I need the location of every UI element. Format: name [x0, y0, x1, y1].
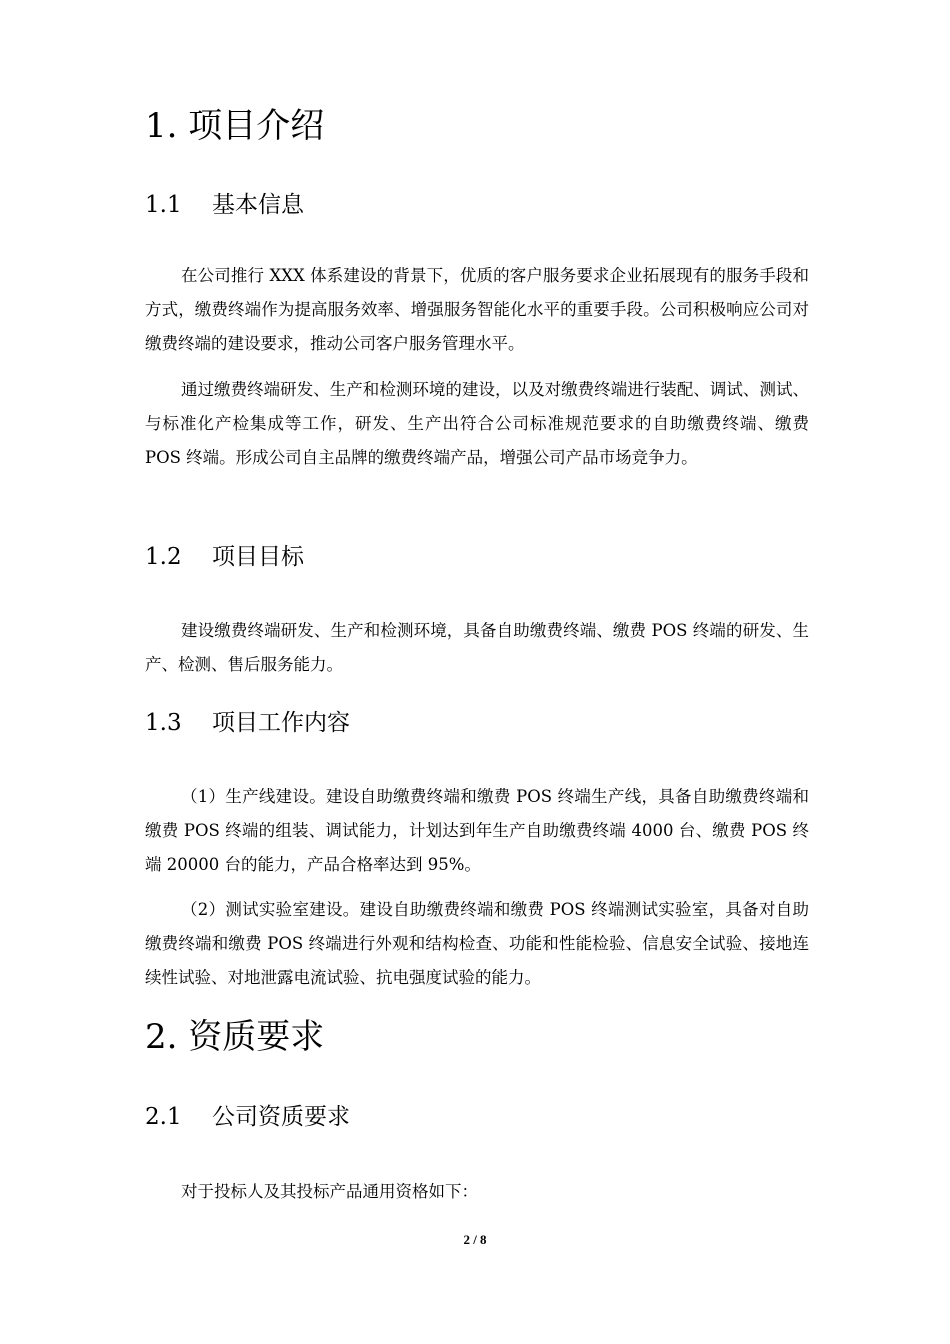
subsection-number: 1.2 — [145, 544, 182, 570]
section-heading: 2. 资质要求 — [145, 1017, 325, 1057]
subsection-title: 项目工作内容 — [212, 710, 350, 736]
paragraph: 对于投标人及其投标产品通用资格如下： — [181, 1182, 478, 1201]
subsection-title: 基本信息 — [212, 192, 304, 218]
page-number: 2 / 8 — [463, 1232, 487, 1247]
subsection-number: 2.1 — [145, 1104, 182, 1130]
subsection-title: 项目目标 — [212, 544, 304, 570]
section-heading: 1. 项目介绍 — [145, 106, 325, 146]
subsection-number: 1.1 — [145, 192, 182, 218]
subsection-number: 1.3 — [145, 710, 182, 736]
paragraph: （2）测试实验室建设。建设自助缴费终端和缴费 POS 终端测试实验室，具备对自助缴费终端和缴费 POS 终端进行外观和结构检查、功能和性能检验、信息安全试验、接地连续性试验、对地泄露电流试验、抗电强度试验的能力。 — [145, 900, 809, 987]
subsection-title: 公司资质要求 — [212, 1104, 350, 1130]
paragraph: 通过缴费终端研发、生产和检测环境的建设，以及对缴费终端进行装配、调试、测试、与标准化产检集成等工作，研发、生产出符合公司标准规范要求的自助缴费终端、缴费 POS 终端。形成公司自主品牌的缴费终端产品，增强公司产品市场竞争力。 — [145, 380, 809, 467]
subsection-heading — [145, 190, 304, 220]
paragraph: 建设缴费终端研发、生产和检测环境，具备自助缴费终端、缴费 POS 终端的研发、生产、检测、售后服务能力。 — [145, 621, 809, 674]
subsection-heading — [145, 1102, 350, 1132]
paragraph: （1）生产线建设。建设自助缴费终端和缴费 POS 终端生产线，具备自助缴费终端和缴费 POS 终端的组装、调试能力，计划达到年生产自助缴费终端 4000 台、缴费 POS 终端 20000 台的能力，产品合格率达到 95%。 — [145, 787, 809, 874]
subsection-heading — [145, 708, 350, 738]
subsection-heading — [145, 542, 304, 572]
paragraph: 在公司推行 XXX 体系建设的背景下，优质的客户服务要求企业拓展现有的服务手段和方式，缴费终端作为提高服务效率、增强服务智能化水平的重要手段。公司积极响应公司对缴费终端的建设要求，推动公司客户服务管理水平。 — [145, 266, 809, 353]
